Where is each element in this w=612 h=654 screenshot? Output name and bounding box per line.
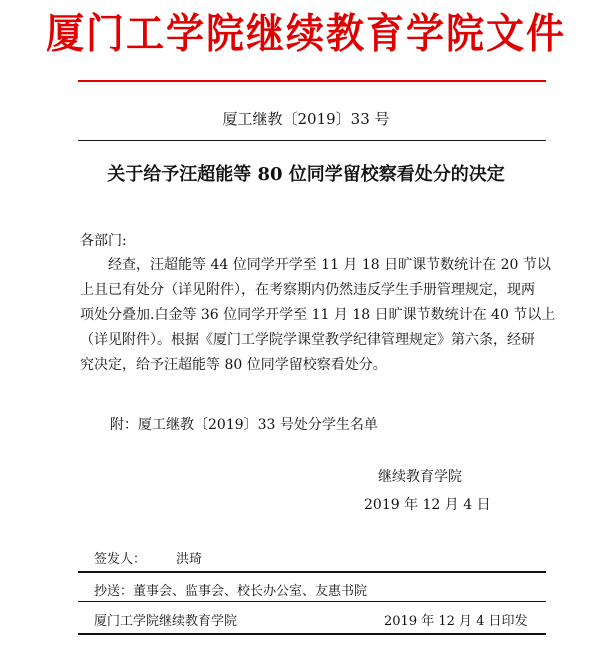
header-red-line bbox=[78, 80, 546, 82]
footer-middle-rule bbox=[78, 601, 546, 602]
footer-bottom-rule bbox=[78, 633, 546, 635]
body-line: 经查，汪超能等 44 位同学开学至 11 月 18 日旷课节数统计在 20 节以 bbox=[108, 257, 551, 273]
issuer-name: 继续教育学院 bbox=[378, 469, 462, 485]
signer bbox=[94, 548, 202, 567]
signer-label: 签发人： bbox=[94, 552, 147, 567]
document-title: 关于给予汪超能等 80 位同学留校察看处分的决定 bbox=[107, 164, 505, 185]
footer-top-rule bbox=[78, 571, 546, 573]
header-divider bbox=[78, 140, 546, 141]
body-line: 究决定，给予汪超能等 80 位同学留校察看处分。 bbox=[80, 357, 387, 373]
signer-name: 洪琦 bbox=[176, 552, 203, 567]
attachment-note: 附：厦工继教〔2019〕33 号处分学生名单 bbox=[110, 417, 378, 433]
print-date: 2019 年 12 月 4 日印发 bbox=[384, 614, 528, 629]
document-body bbox=[80, 253, 556, 378]
cc-list: 抄送：董事会、监事会、校长办公室、友惠书院 bbox=[94, 584, 368, 599]
issue-date: 2019 年 12 月 4 日 bbox=[364, 497, 491, 513]
body-line: 项处分叠加.白金等 36 位同学开学至 11 月 18 日旷课节数统计在 40 节以上 bbox=[80, 307, 556, 323]
body-line: （详见附件）。根据《厦门工学院学课堂教学纪律管理规定》第六条，经研 bbox=[80, 332, 535, 348]
footer-organization: 厦门工学院继续教育学院 bbox=[94, 614, 238, 629]
salutation: 各部门: bbox=[80, 233, 127, 249]
body-line: 上且已有处分（详见附件），在考察期内仍然违反学生手册管理规定，现两 bbox=[80, 282, 535, 298]
document-number: 厦工继教〔2019〕33 号 bbox=[222, 110, 390, 128]
document-header-title: 厦门工学院继续教育学院文件 bbox=[45, 9, 566, 58]
